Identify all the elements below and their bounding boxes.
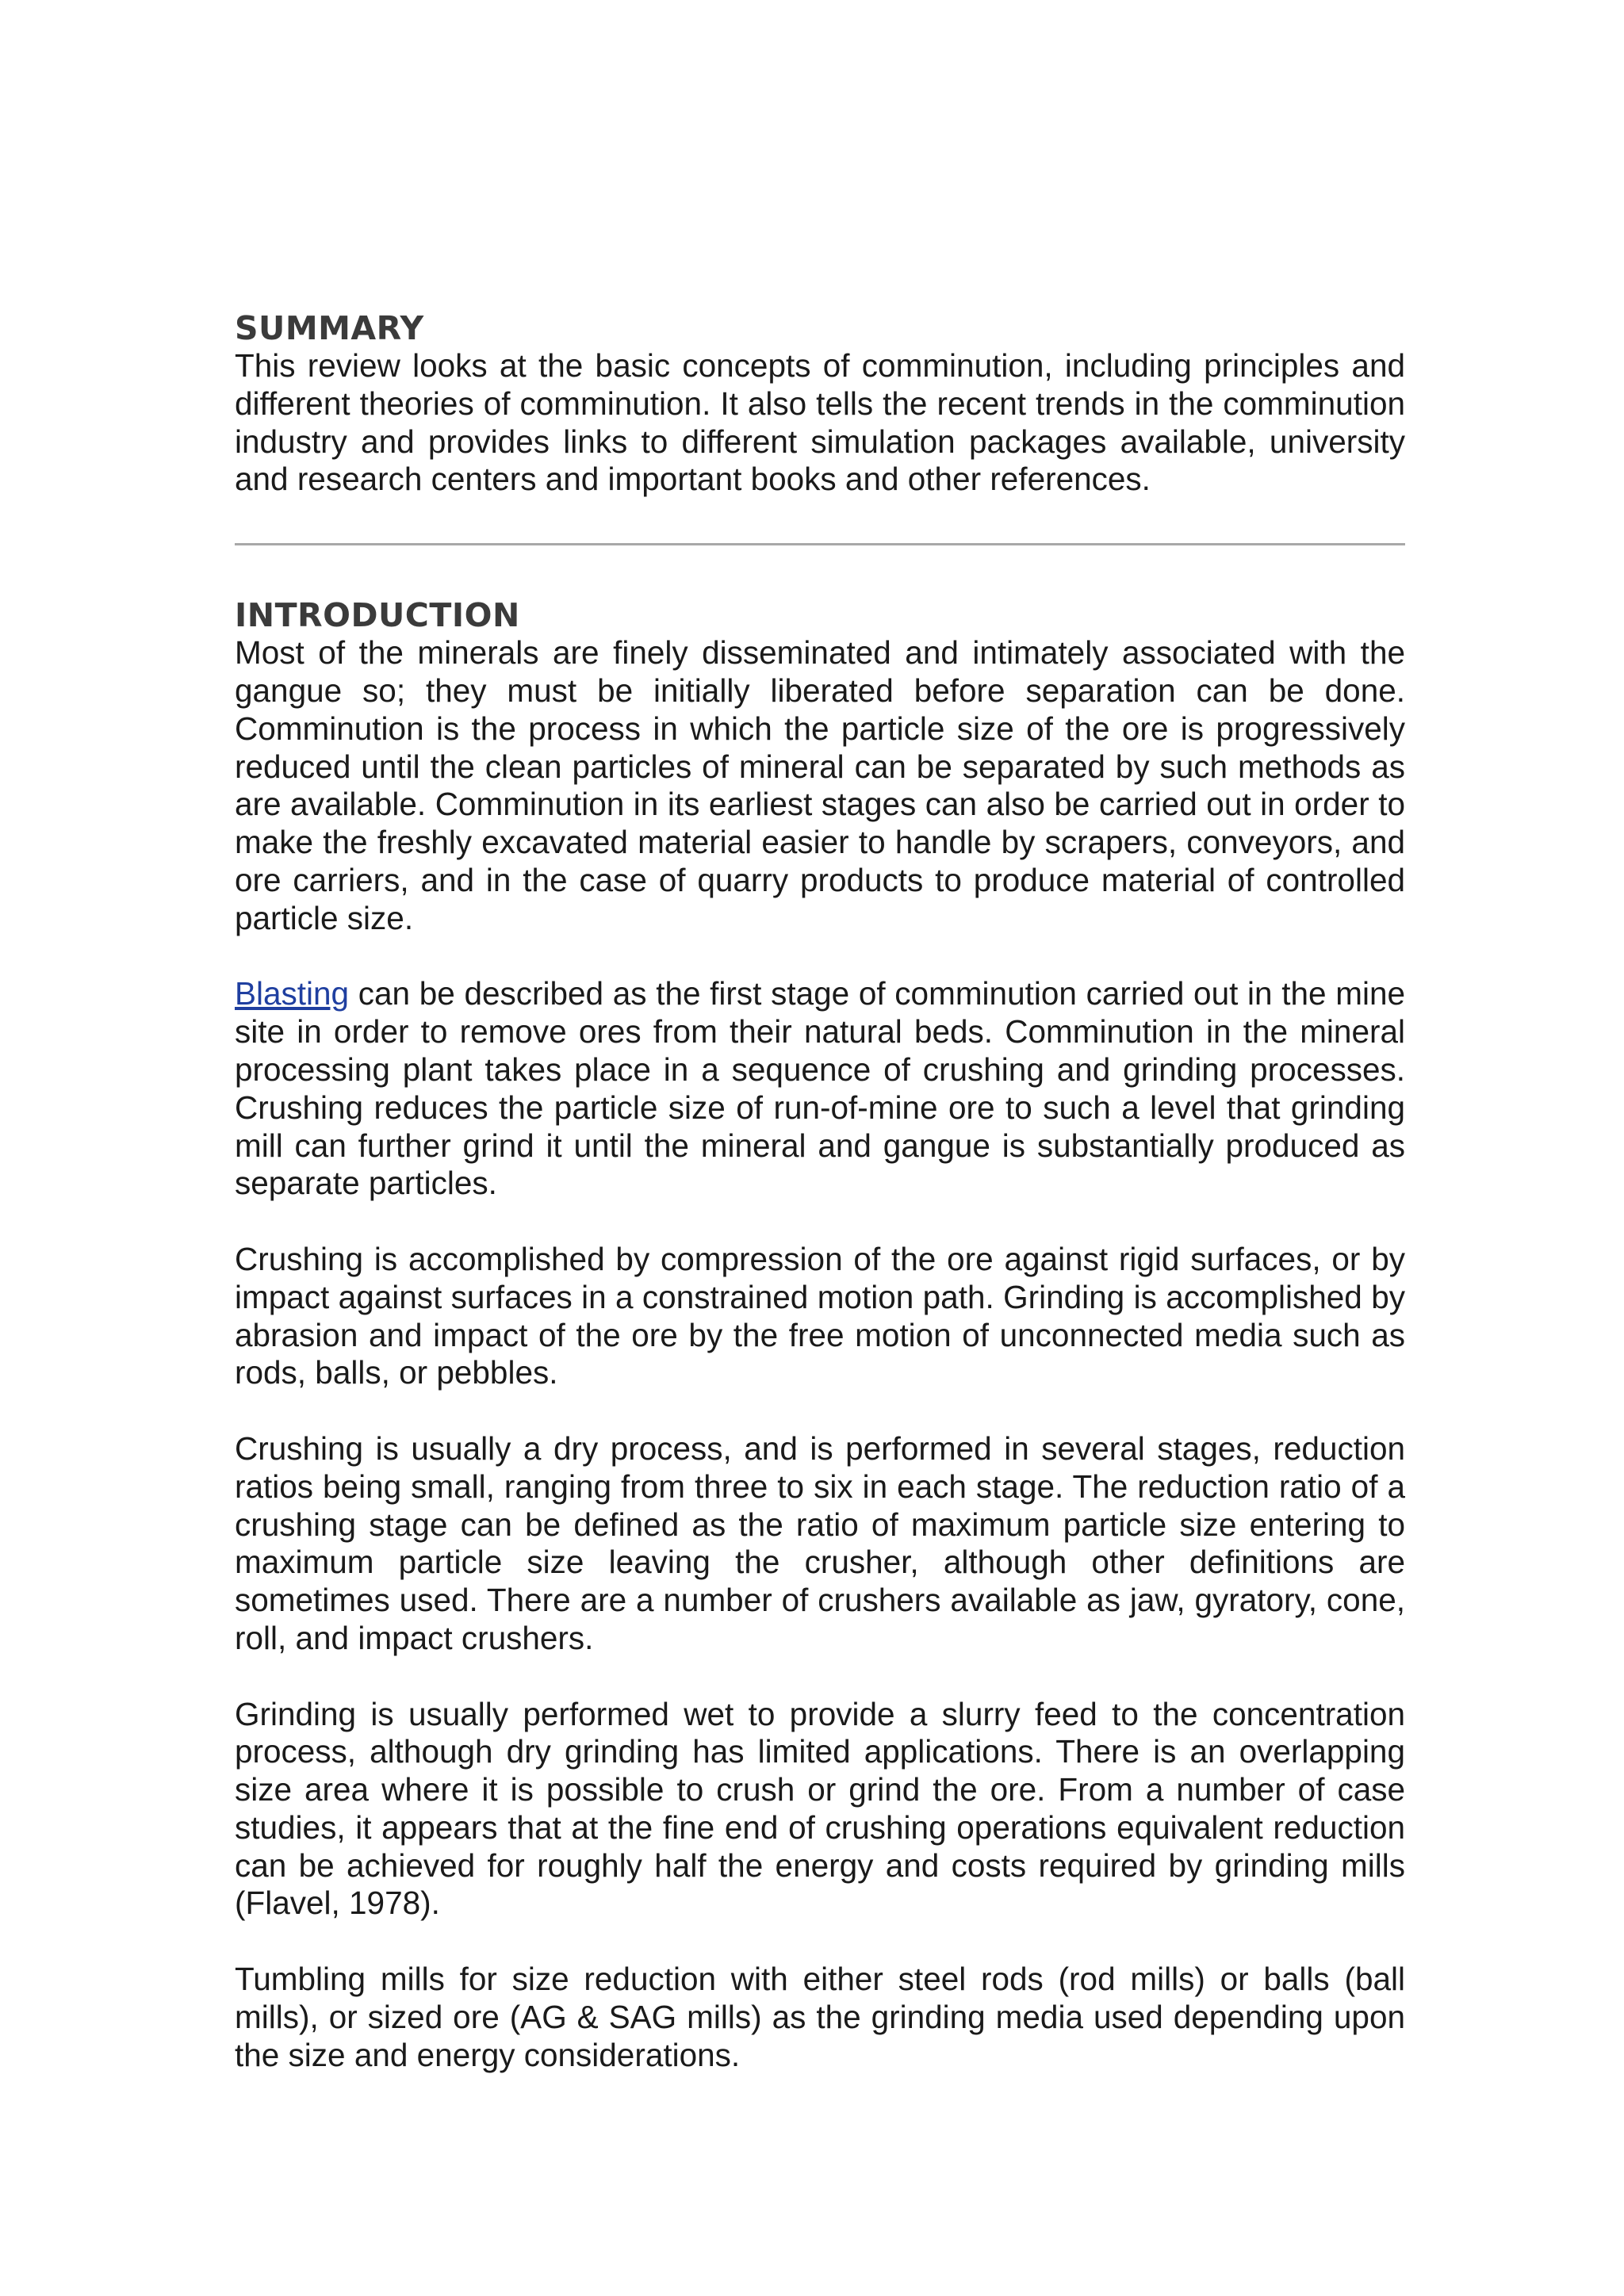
summary-heading: SUMMARY	[235, 309, 424, 347]
intro-paragraph-2	[235, 975, 1405, 1203]
intro-paragraph-3: Crushing is accomplished by compression of the ore against rigid surfaces, or by impact against surfaces in a constrained motion path. Grinding is accomplished by abrasion and impact of the ore by the free motion of unconnected media such as rods, balls, or pebbles.	[235, 1240, 1405, 1391]
intro-paragraph-5: Grinding is usually performed wet to provide a slurry feed to the concentration process, although dry grinding has limited applications. There is an overlapping size area where it is possible to crush or grind the ore. From a number of case studies, it appears that at the fine end of crushing operations equivalent reduction can be achieved for roughly half the energy and costs required by grinding mills (Flavel, 1978).	[235, 1695, 1405, 1922]
intro-paragraph-4: Crushing is usually a dry process, and is performed in several stages, reduction ratios being small, ranging from three to six in each stage. The reduction ratio of a crushing stage can be defined as the ratio of maximum particle size entering to maximum particle size leaving the crusher, although other definitions are sometimes used. There are a number of crushers available as jaw, gyratory, cone, roll, and impact crushers.	[235, 1429, 1405, 1656]
introduction-heading: INTRODUCTION	[235, 596, 520, 635]
spacer	[235, 499, 1405, 543]
intro-paragraph-2-text: can be described as the first stage of comminution carried out in the mine site in order to remove ores from their natural beds. Comminution in the mineral processing plant takes place in a sequence of crushing and grinding processes. Crushing reduces the particle size of run-of-mine ore to such a level that grinding mill can further grind it until the mineral and gangue is substantially produced as separate particles.	[235, 975, 1405, 1202]
paragraph-gap	[235, 1203, 1405, 1241]
paragraph-gap	[235, 1658, 1405, 1696]
paragraph-gap	[235, 1392, 1405, 1430]
paragraph-gap	[235, 938, 1405, 976]
spacer	[235, 545, 1405, 596]
paragraph-gap	[235, 1923, 1405, 1961]
intro-paragraph-1: Most of the minerals are finely disseminated and intimately associated with the gangue so; they must be initially liberated before separation can be done. Comminution is the process in which the particle size of the ore is progressively reduced until the clean particles of mineral can be separated by such methods as are available. Comminution in its earliest stages can also be carried out in order to make the freshly excavated material easier to handle by scrapers, conveyors, and ore carriers, and in the case of quarry products to produce material of controlled particle size.	[235, 634, 1405, 936]
document-body	[235, 309, 1405, 2074]
blasting-link[interactable]: Blasting	[235, 975, 350, 1012]
summary-paragraph: This review looks at the basic concepts of comminution, including principles and different theories of comminution. It also tells the recent trends in the comminution industry and provides links to different simulation packages available, university and research centers and important books and other references.	[235, 347, 1405, 498]
intro-paragraph-6: Tumbling mills for size reduction with either steel rods (rod mills) or balls (ball mills), or sized ore (AG & SAG mills) as the grinding media used depending upon the size and energy considerations.	[235, 1961, 1405, 2073]
